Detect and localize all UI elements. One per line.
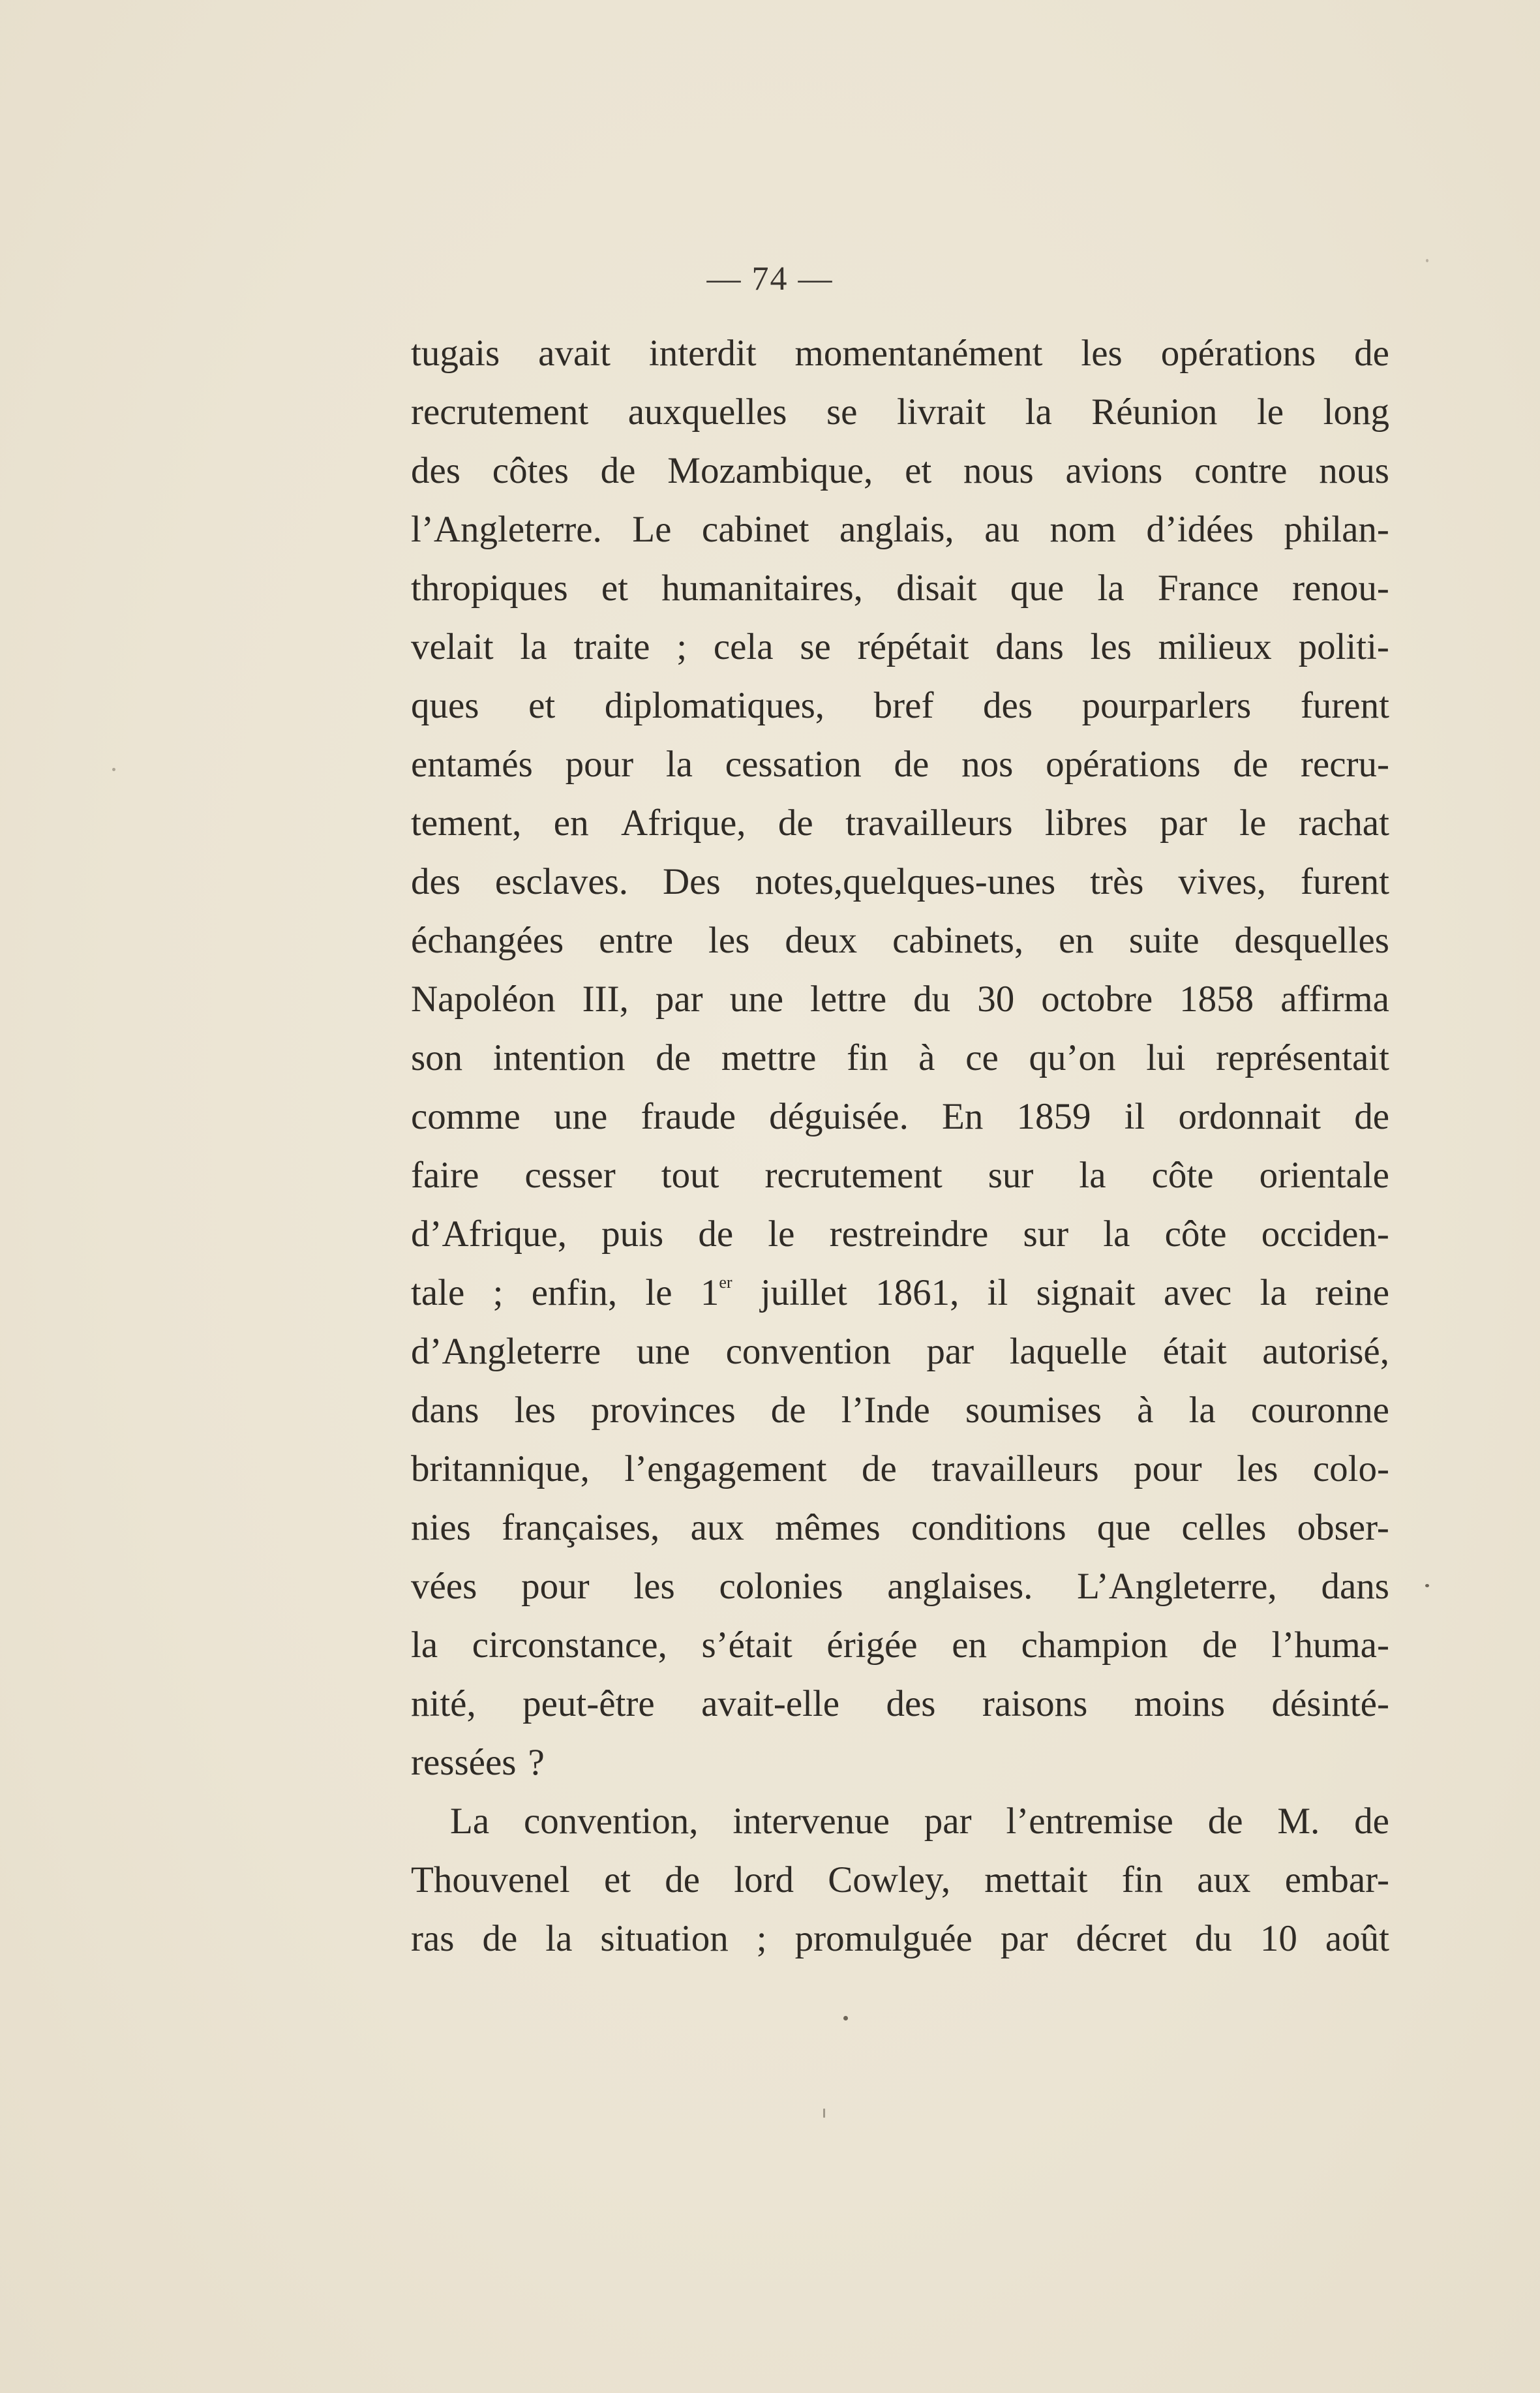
word: à — [918, 1037, 935, 1078]
text-line — [411, 500, 1389, 559]
text-line — [411, 1910, 1389, 1968]
word: convention — [725, 1331, 891, 1372]
word: de — [1202, 1624, 1237, 1666]
text-line — [411, 1029, 1389, 1088]
word: les — [1090, 626, 1132, 667]
text-line — [411, 383, 1389, 442]
word: de — [861, 1448, 897, 1489]
word: 1858 — [1179, 979, 1254, 1020]
word: l’entremise — [1006, 1801, 1173, 1842]
word: sur — [1023, 1213, 1069, 1255]
word: le — [1256, 391, 1284, 433]
word: la — [1079, 1155, 1106, 1196]
word: de — [482, 1918, 518, 1959]
word: furent — [1300, 685, 1389, 726]
word: côte — [1151, 1155, 1214, 1196]
word: et — [528, 685, 556, 726]
word: intervenue — [732, 1801, 890, 1842]
text-line — [411, 1675, 1389, 1733]
word: octobre — [1041, 979, 1153, 1020]
word: tement, — [411, 802, 522, 844]
word: et — [603, 1859, 631, 1900]
word: aux — [1197, 1859, 1251, 1900]
word: et — [905, 450, 932, 491]
word: embar- — [1284, 1859, 1389, 1900]
text-line — [411, 1792, 1389, 1851]
word: La — [450, 1801, 490, 1842]
text-line — [411, 1557, 1389, 1616]
word: entamés — [411, 744, 533, 785]
word: ? — [528, 1742, 545, 1783]
word: pour — [521, 1566, 590, 1607]
word: françaises, — [502, 1507, 660, 1548]
word: ; — [756, 1918, 767, 1959]
word: laquelle — [1009, 1331, 1128, 1372]
word: dans — [411, 1390, 479, 1431]
word: la — [1097, 568, 1125, 609]
word: ; — [492, 1272, 504, 1313]
word: la — [411, 1624, 438, 1666]
word: britannique, — [411, 1448, 590, 1489]
word: en — [1059, 920, 1094, 961]
word: de — [698, 1213, 734, 1255]
word: mêmes — [775, 1507, 881, 1548]
word: opérations — [1160, 333, 1316, 374]
word: lui — [1146, 1037, 1186, 1078]
word: cesser — [524, 1155, 616, 1196]
word: anglaises. — [887, 1566, 1033, 1607]
word: le — [1239, 802, 1267, 844]
word: comme — [411, 1096, 521, 1137]
paper-speck — [1425, 1584, 1429, 1587]
word: les — [633, 1566, 675, 1607]
word: l’Inde — [841, 1390, 930, 1431]
word: recru- — [1300, 744, 1389, 785]
word: de — [778, 802, 813, 844]
word: de — [1354, 333, 1389, 374]
text-line — [411, 1733, 1389, 1792]
word: par — [924, 1801, 972, 1842]
word: celles — [1181, 1507, 1267, 1548]
text-line — [411, 1616, 1389, 1675]
word: bref — [873, 685, 934, 726]
word: déguisée. — [769, 1096, 909, 1137]
word: fraude — [641, 1096, 736, 1137]
word: pour — [565, 744, 634, 785]
word: avait — [538, 333, 611, 374]
text-line — [411, 853, 1389, 911]
body-text — [411, 324, 1389, 1968]
word: juillet — [760, 1272, 847, 1313]
word: ordonnait — [1178, 1096, 1321, 1137]
word: se — [826, 391, 858, 433]
word: les — [514, 1390, 556, 1431]
word: Réunion — [1091, 391, 1218, 433]
word: côte — [1164, 1213, 1227, 1255]
word: des — [411, 861, 460, 902]
paper-speck — [843, 2016, 848, 2020]
word: était — [1162, 1331, 1227, 1372]
word: France — [1157, 568, 1259, 609]
word: très — [1090, 861, 1144, 902]
word: d’idées — [1146, 509, 1254, 550]
word: affirma — [1280, 979, 1389, 1020]
word: enfin, — [531, 1272, 618, 1313]
word: l’huma- — [1271, 1624, 1389, 1666]
word: érigée — [826, 1624, 918, 1666]
word: circonstance, — [472, 1624, 667, 1666]
text-line — [411, 618, 1389, 677]
word: furent — [1300, 861, 1389, 902]
word: de — [894, 744, 929, 785]
text-line — [411, 442, 1389, 500]
word: avec — [1163, 1272, 1232, 1313]
word: promulguée — [794, 1918, 973, 1959]
word: opérations — [1046, 744, 1201, 785]
word: convention, — [523, 1801, 699, 1842]
text-line — [411, 1264, 1389, 1322]
word: thropiques — [411, 568, 568, 609]
word: une — [729, 979, 783, 1020]
word: recrutement — [764, 1155, 943, 1196]
word: côtes — [492, 450, 569, 491]
word: moins — [1134, 1683, 1226, 1724]
word: par — [926, 1331, 974, 1372]
word: la — [1103, 1213, 1130, 1255]
word: d’Afrique, — [411, 1213, 567, 1255]
word: 10 — [1260, 1918, 1297, 1959]
word: tugais — [411, 333, 500, 374]
word: situation — [600, 1918, 729, 1959]
word: vées — [411, 1566, 477, 1607]
word: deux — [785, 920, 858, 961]
word: le — [768, 1213, 795, 1255]
word: puis — [601, 1213, 664, 1255]
word: velait — [411, 626, 494, 667]
paper-speck — [1426, 259, 1428, 262]
word: dans — [1321, 1566, 1389, 1607]
word: Le — [632, 509, 672, 550]
word: cessation — [725, 744, 862, 785]
word: Napoléon — [411, 979, 556, 1020]
word: sur — [988, 1155, 1034, 1196]
word: orientale — [1259, 1155, 1389, 1196]
word: vives, — [1178, 861, 1266, 902]
word: les — [708, 920, 750, 961]
word: il — [987, 1272, 1008, 1313]
word: il — [1124, 1096, 1145, 1137]
text-line — [411, 970, 1389, 1029]
word: de — [770, 1390, 806, 1431]
word: se — [800, 626, 831, 667]
word: renou- — [1292, 568, 1389, 609]
word: intention — [492, 1037, 626, 1078]
word: s’était — [701, 1624, 793, 1666]
word: de — [1207, 1801, 1243, 1842]
word: desquelles — [1234, 920, 1389, 961]
paper-speck — [112, 768, 115, 771]
word: occiden- — [1261, 1213, 1389, 1255]
word: long — [1323, 391, 1389, 433]
word: pourparlers — [1081, 685, 1252, 726]
word: ; — [676, 626, 687, 667]
word: la — [1188, 1390, 1216, 1431]
word: ressées — [411, 1742, 517, 1783]
word: suite — [1128, 920, 1200, 961]
word: lord — [734, 1859, 794, 1900]
word: fin — [847, 1037, 888, 1078]
word: cela — [713, 626, 774, 667]
word: raisons — [982, 1683, 1088, 1724]
word: les — [1237, 1448, 1278, 1489]
word: restreindre — [829, 1213, 989, 1255]
word: libres — [1044, 802, 1128, 844]
word: décret — [1076, 1918, 1167, 1959]
word: de — [1233, 744, 1269, 785]
word: tout — [661, 1155, 719, 1196]
word: au — [984, 509, 1019, 550]
word: livrait — [896, 391, 986, 433]
word: soumises — [965, 1390, 1102, 1431]
word: faire — [411, 1155, 479, 1196]
word: mettait — [984, 1859, 1088, 1900]
word: 1861, — [875, 1272, 959, 1313]
word: champion — [1021, 1624, 1168, 1666]
word: avions — [1065, 450, 1163, 491]
word: rachat — [1298, 802, 1389, 844]
word: Des — [662, 861, 721, 902]
word: ras — [411, 1918, 455, 1959]
word: du — [913, 979, 951, 1020]
word: dans — [995, 626, 1064, 667]
word: provinces — [591, 1390, 736, 1431]
word: par — [1159, 802, 1207, 844]
word: politi- — [1298, 626, 1389, 667]
word: nous — [963, 450, 1034, 491]
word: désinté- — [1271, 1683, 1389, 1724]
word: Mozambique, — [667, 450, 873, 491]
word: son — [411, 1037, 463, 1078]
text-line — [411, 1381, 1389, 1440]
word: répétait — [857, 626, 969, 667]
word: notes,quelques-unes — [755, 861, 1056, 902]
word: et — [601, 568, 629, 609]
text-line — [411, 1322, 1389, 1381]
text-line — [411, 1205, 1389, 1264]
word: la — [1260, 1272, 1287, 1313]
word: représentait — [1216, 1037, 1389, 1078]
word: autorisé, — [1262, 1331, 1389, 1372]
text-line — [411, 794, 1389, 853]
word: Cowley, — [828, 1859, 951, 1900]
word: obser- — [1297, 1507, 1389, 1548]
word: signait — [1036, 1272, 1136, 1313]
word: philan- — [1284, 509, 1389, 550]
word: aux — [690, 1507, 744, 1548]
word: travailleurs — [931, 1448, 1099, 1489]
word: avait-elle — [701, 1683, 840, 1724]
word: nité, — [411, 1683, 476, 1724]
word: mettre — [721, 1037, 817, 1078]
word: couronne — [1250, 1390, 1389, 1431]
word: pour — [1134, 1448, 1202, 1489]
word: reine — [1315, 1272, 1389, 1313]
text-line — [411, 1440, 1389, 1499]
paper-speck — [823, 2109, 825, 2118]
word: anglais, — [839, 509, 954, 550]
word: la — [1025, 391, 1052, 433]
word: ques — [411, 685, 479, 726]
word: par — [1000, 1918, 1048, 1959]
word: de — [656, 1037, 691, 1078]
word: nos — [961, 744, 1014, 785]
word: lettre — [810, 979, 887, 1020]
word: des — [983, 685, 1033, 726]
word: cabinets, — [892, 920, 1024, 961]
word: ce — [965, 1037, 999, 1078]
page-number: — 74 — — [706, 260, 834, 297]
word: Thouvenel — [411, 1859, 570, 1900]
word: août — [1325, 1918, 1389, 1959]
word: colonies — [719, 1566, 843, 1607]
word: cabinet — [701, 509, 809, 550]
word: peut-être — [522, 1683, 655, 1724]
word: M. — [1277, 1801, 1320, 1842]
word: 30 — [977, 979, 1015, 1020]
word: L’Angleterre, — [1077, 1566, 1277, 1607]
word: échangées — [411, 920, 564, 961]
text-line — [411, 911, 1389, 970]
word: 1er — [700, 1272, 732, 1313]
word: des — [886, 1683, 936, 1724]
word: conditions — [911, 1507, 1066, 1548]
word: III, — [582, 979, 629, 1020]
word: esclaves. — [494, 861, 629, 902]
word: contre — [1194, 450, 1288, 491]
word: disait — [896, 568, 977, 609]
word: une — [553, 1096, 608, 1137]
word: tale — [411, 1272, 465, 1313]
word: auxquelles — [627, 391, 787, 433]
word: fin — [1121, 1859, 1164, 1900]
word: par — [655, 979, 703, 1020]
text-line — [411, 1146, 1389, 1205]
word: de — [665, 1859, 701, 1900]
word: recrutement — [411, 391, 589, 433]
word: nous — [1319, 450, 1389, 491]
word: le — [645, 1272, 672, 1313]
word: une — [636, 1331, 691, 1372]
word: 1859 — [1016, 1096, 1091, 1137]
word: de — [1354, 1096, 1389, 1137]
word: que — [1010, 568, 1064, 609]
word: de — [600, 450, 636, 491]
word: nom — [1049, 509, 1116, 550]
word: En — [942, 1096, 984, 1137]
word: la — [665, 744, 693, 785]
word: en — [553, 802, 589, 844]
word: la — [545, 1918, 573, 1959]
word: nies — [411, 1507, 471, 1548]
word: des — [411, 450, 460, 491]
word: travailleurs — [845, 802, 1013, 844]
word: humanitaires, — [661, 568, 863, 609]
word: la — [520, 626, 547, 667]
word: milieux — [1158, 626, 1272, 667]
word: qu’on — [1029, 1037, 1116, 1078]
word: Afrique, — [620, 802, 746, 844]
text-line — [411, 1088, 1389, 1146]
word: de — [1354, 1801, 1389, 1842]
word: que — [1096, 1507, 1151, 1548]
word: diplomatiques, — [604, 685, 825, 726]
word: les — [1081, 333, 1123, 374]
word: du — [1194, 1918, 1232, 1959]
word: traite — [573, 626, 650, 667]
word: l’engagement — [624, 1448, 827, 1489]
word: en — [952, 1624, 988, 1666]
word: momentanément — [794, 333, 1043, 374]
text-line — [411, 559, 1389, 618]
word: colo- — [1312, 1448, 1389, 1489]
word: à — [1137, 1390, 1154, 1431]
text-line — [411, 324, 1389, 383]
text-line — [411, 1499, 1389, 1557]
text-line — [411, 735, 1389, 794]
word: entre — [599, 920, 674, 961]
text-line — [411, 677, 1389, 735]
word: l’Angleterre. — [411, 509, 602, 550]
word: d’Angleterre — [411, 1331, 601, 1372]
text-line — [411, 1851, 1389, 1910]
word: interdit — [648, 333, 757, 374]
